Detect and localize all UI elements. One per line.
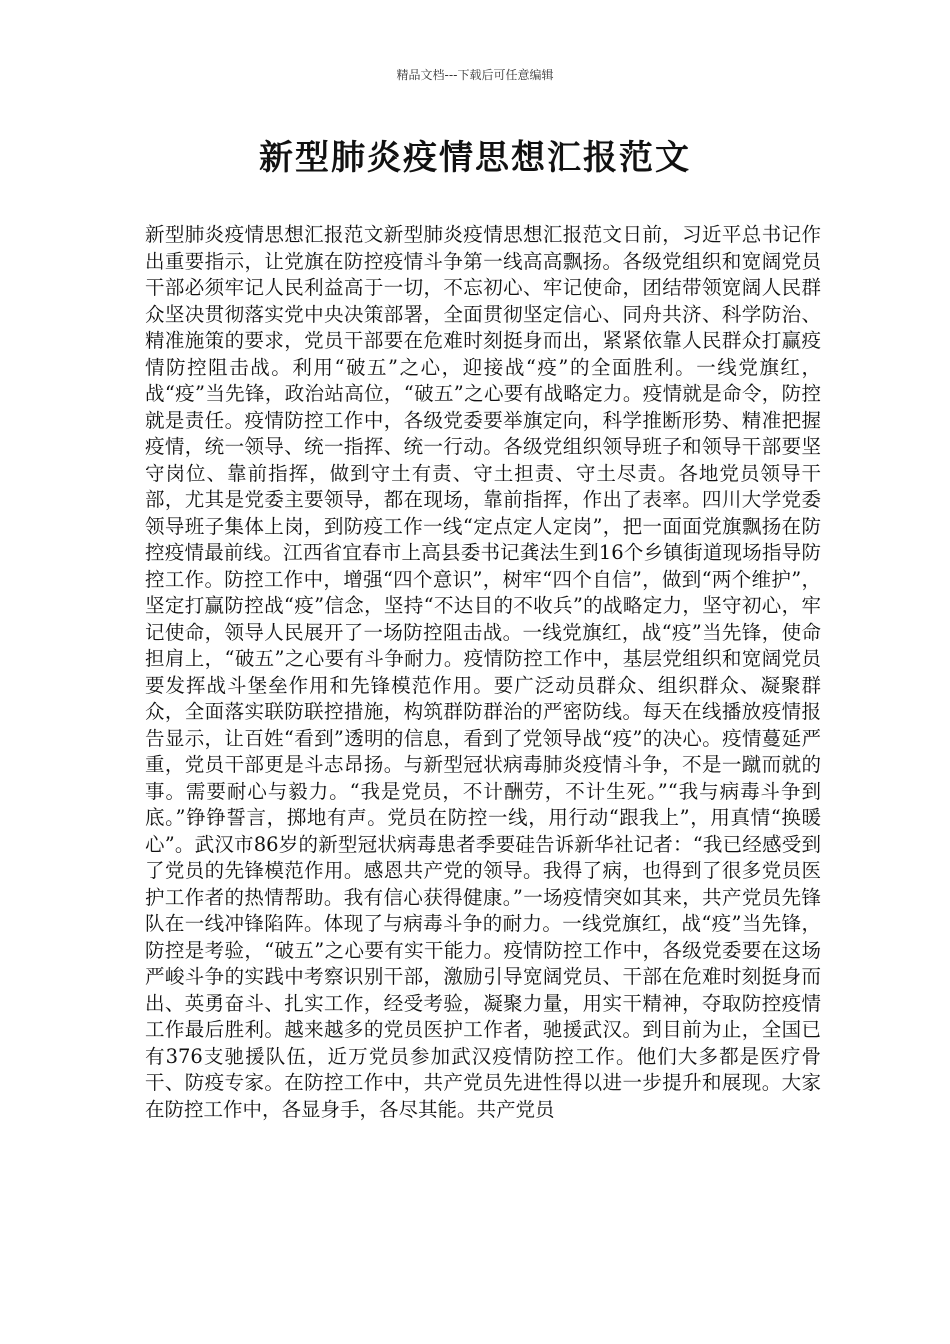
header-note: 精品文档---下载后可任意编辑 <box>396 68 554 82</box>
document-body-paragraph: 新型肺炎疫情思想汇报范文新型肺炎疫情思想汇报范文日前，习近平总书记作出重要指示，让党旗在防控疫情斗争第一线高高飘扬。各级党组织和宽阔党员干部必须牢记人民利益高于一切，不忘初心、牢记使命，团结带领宽阔人民群众坚决贯彻落实党中央决策部署，全面贯彻坚定信心、同舟共济、科学防治、精准施策的要求，党员干部要在危难时刻挺身而出，紧紧依靠人民群众打赢疫情防控阻击战。利用“破五”之心，迎接战“疫”的全面胜利。一线党旗红，战“疫”当先锋，政治站高位，“破五”之心要有战略定力。疫情就是命令，防控就是责任。疫情防控工作中，各级党委要举旗定向，科学推断形势、精准把握疫情，统一领导、统一指挥、统一行动。各级党组织领导班子和领导干部要坚守岗位、靠前指挥，做到守土有责、守土担责、守土尽责。各地党员领导干部，尤其是党委主要领导，都在现场，靠前指挥，作出了表率。四川大学党委领导班子集体上岗，到防疫工作一线“定点定人定岗”，把一面面党旗飘扬在防控疫情最前线。江西省宜春市上高县委书记龚法生到16个乡镇街道现场指导防控工作。防控工作中，增强“四个意识”，树牢“四个自信”，做到“两个维护”，坚定打赢防控战“疫”信念，坚持“不达目的不收兵”的战略定力，坚守初心，牢记使命，领导人民展开了一场防控阻击战。一线党旗红，战“疫”当先锋，使命担肩上，“破五”之心要有斗争耐力。疫情防控工作中，基层党组织和宽阔党员要发挥战斗堡垒作用和先锋模范作用。要广泛动员群众、组织群众、凝聚群众，全面落实联防联控措施，构筑群防群治的严密防线。每天在线播放疫情报告显示，让百姓“看到”透明的信息，看到了党领导战“疫”的决心。疫情蔓延严重，党员干部更是斗志昂扬。与新型冠状病毒肺炎疫情斗争，不是一蹴而就的事。需要耐心与毅力。“我是党员，不计酬劳，不计生死。”“我与病毒斗争到底。”铮铮誓言，掷地有声。党员在防控一线，用行动“跟我上”，用真情“换暖心”。武汉市86岁的新型冠状病毒患者季要硅告诉新华社记者：“我已经感受到了党员的先锋模范作用。感恩共产党的领导。我得了病，也得到了很多党员医护工作者的热情帮助。我有信心获得健康。”一场疫情突如其来，共产党员先锋队在一线冲锋陷阵。体现了与病毒斗争的耐力。一线党旗红，战“疫”当先锋，防控是考验，“破五”之心要有实干能力。疫情防控工作中，各级党委要在这场严峻斗争的实践中考察识别干部，激励引导宽阔党员、干部在危难时刻挺身而出、英勇奋斗、扎实工作，经受考验，凝聚力量，用实干精神，夺取防控疫情工作最后胜利。越来越多的党员医护工作者，驰援武汉。到目前为止，全国已有376支驰援队伍，近万党员参加武汉疫情防控工作。他们大多都是医疗骨干、防疫专家。在防控工作中，共产党员先进性得以进一步提升和展现。大家在防控工作中，各显身手，各尽其能。共产党员 <box>145 223 821 1121</box>
document-title: 新型肺炎疫情思想汇报范文 <box>259 138 691 178</box>
